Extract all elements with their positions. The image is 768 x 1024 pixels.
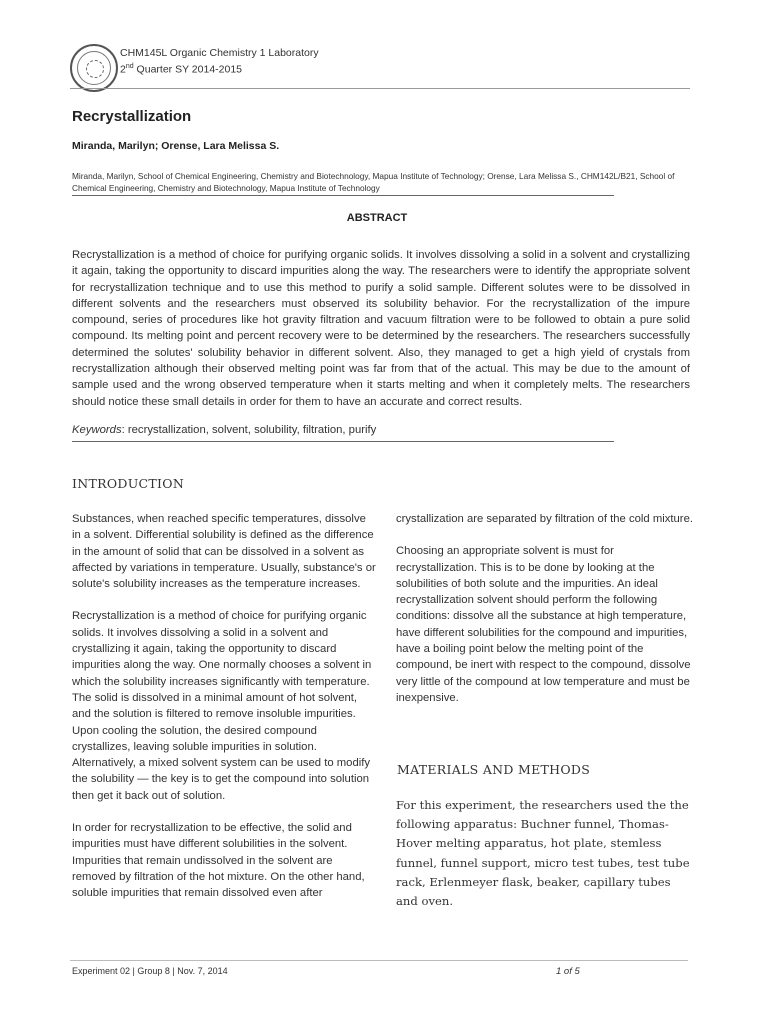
intro-paragraph: In order for recrystallization to be effective, the solid and impurities must have different solubilities in the solvent. Impurities that remain undissolved in the solvent are removed by filtration of the hot mixture. On the other hand, soluble impurities that remain dissolved even after (72, 822, 365, 900)
footer-info: Experiment 02 | Group 8 | Nov. 7, 2014 (72, 966, 228, 976)
paper-title: Recrystallization (72, 108, 192, 125)
abstract-body: Recrystallization is a method of choice for purifying organic solids. It involves dissolving a solid in a solvent and crystallizing it again, taking the opportunity to discard impurities along the way. The researchers were to identify the appropriate solvent for recrystallization technique and to use this method to purify a solid sample. Different solutes were to be dissolved in different solvents and the researchers must observed its solubility behavior. For the recrystallization of the impure compound, series of procedures like hot gravity filtration and vacuum filtration were to be followed to obtain a pure solid compound. Its melting point and percent recovery were to be determined by the researchers. The researchers successfully determined the solutes' solubility behavior in different solvent. Also, they managed to get a high yield of crystals from recrystallization although their observed melting point was far from that of the actual. This may be due to the amount of sample used and the wrong observed temperature when it starts melting and when it completely melts. The researchers should notice these small details in order for them to have an accurate and correct results. (72, 249, 690, 408)
intro-paragraph: crystallization are separated by filtration of the cold mixture. (396, 513, 693, 525)
affiliation-divider (72, 195, 614, 196)
quarter-line (120, 60, 242, 77)
materials-heading: MATERIALS AND METHODS (397, 762, 591, 777)
author-affiliation: Miranda, Marilyn, School of Chemical Engineering, Chemistry and Biotechnology, Mapua Institute of Technology; Orense, Lara Melissa S., CHM142L/B21, School of Chemical Engineering, Chemistry and Biotechnology, Mapua Institute of Technology (72, 171, 675, 193)
abstract-heading: ABSTRACT (346, 212, 408, 224)
keywords-text: : recrystallization, solvent, solubility, filtration, purify (121, 424, 377, 436)
quarter-number: 2 (120, 63, 126, 76)
footer-divider (70, 960, 688, 961)
materials-body: For this experiment, the researchers used the the following apparatus: Buchner funnel, Thomas-Hover melting apparatus, hot plate, stemless funnel, funnel support, micro test tubes, test tube rack, Erlenmeyer flask, beaker, capillary tubes and oven. (396, 798, 690, 909)
university-seal-logo (70, 44, 118, 92)
author-names: Miranda, Marilyn; Orense, Lara Melissa S. (72, 140, 280, 152)
header-divider (70, 88, 690, 89)
keywords-label: Keywords (72, 424, 122, 436)
introduction-left-column (72, 511, 377, 918)
introduction-heading: INTRODUCTION (72, 476, 185, 491)
keywords-divider (72, 441, 614, 442)
introduction-right-column (396, 511, 696, 722)
course-title: CHM145L Organic Chemistry 1 Laboratory (120, 47, 319, 59)
quarter-text: Quarter SY 2014-2015 (133, 63, 243, 76)
quarter-suffix: nd (125, 63, 134, 70)
intro-paragraph: Choosing an appropriate solvent is must for recrystallization. This is to be done by looking at the solubilities of both solute and the impurities. An ideal recrystallization solvent should perform the following conditions: dissolve all the substance at high temperature, have different solubilities for the compound and impurities, have a boiling point below the melting point of the compound, be inert with respect to the compound, dissolve very little of the compound at low temperature and must be inexpensive. (396, 545, 691, 704)
keywords-line (72, 424, 376, 436)
page-number: 1 of 5 (556, 966, 580, 977)
intro-paragraph: Substances, when reached specific temperatures, dissolve in a solvent. Differential solubility is defined as the difference in the amount of solid that can be dissolved in a solvent as affected by variations in temperature. Usually, substance's or solute's solubility increases as the temperature increases. (72, 513, 376, 591)
intro-paragraph: Recrystallization is a method of choice for purifying organic solids. It involves dissolving a solid in a solvent and crystallizing it again, taking the opportunity to discard impurities along the way. One normally chooses a solvent in which the solubility increases significantly with temperature. The solid is dissolved in a minimal amount of hot solvent, and the solution is filtered to remove insoluble impurities. Upon cooling the solution, the desired compound crystallizes, leaving soluble impurities in solution. Alternatively, a mixed solvent system can be used to modify the solubility — the key is to get the compound into solution then get it back out of solution. (72, 610, 372, 802)
